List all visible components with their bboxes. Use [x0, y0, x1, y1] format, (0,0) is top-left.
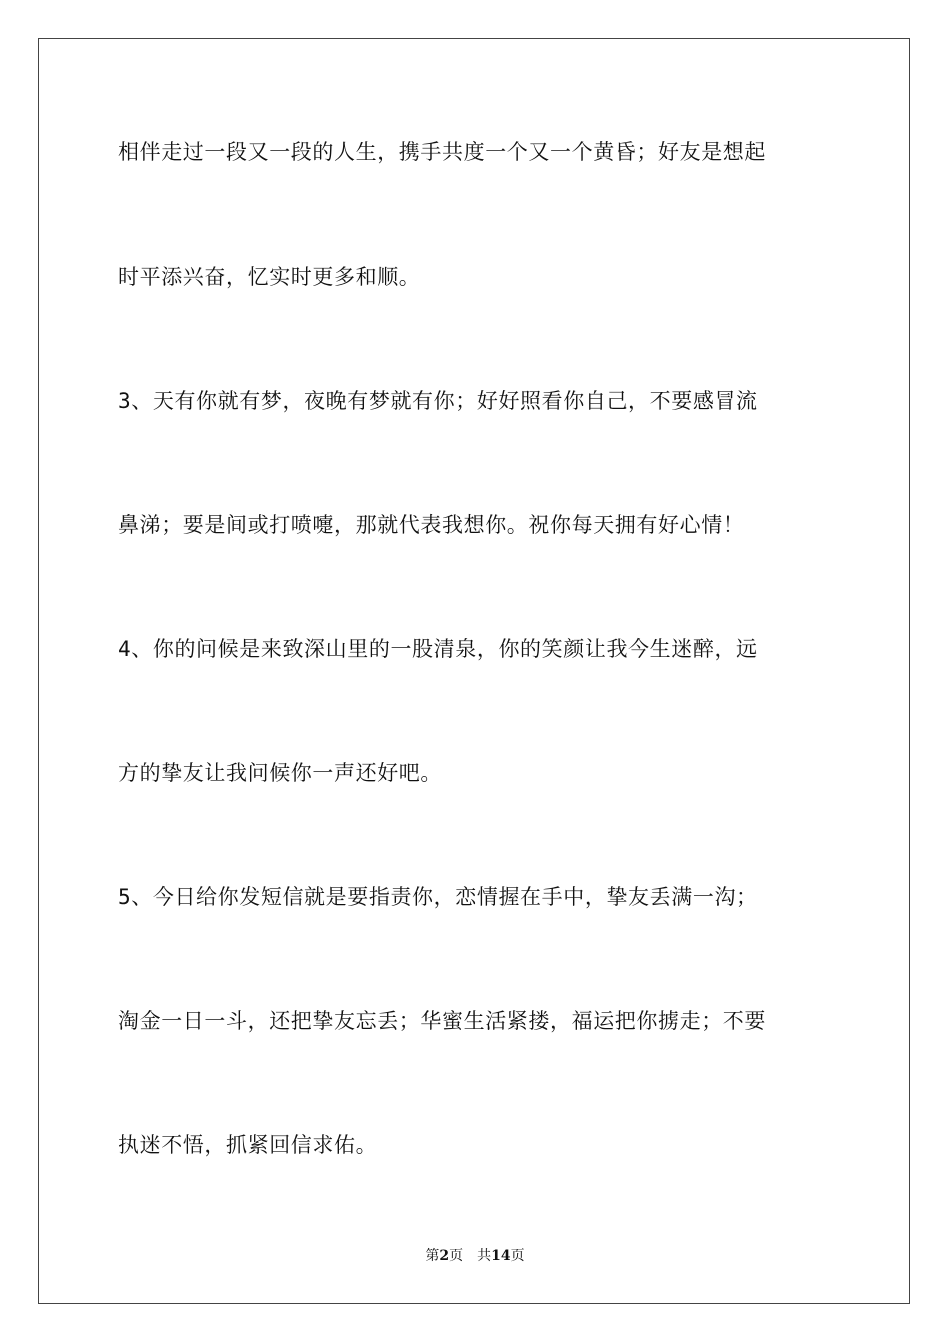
footer-prefix: 第: [425, 1248, 440, 1264]
page-frame: [38, 38, 910, 1304]
body-line-6: 方的挚友让我问候你一声还好吧。: [118, 761, 442, 785]
body-line-4: 鼻涕；要是间或打喷嚏，那就代表我想你。祝你每天拥有好心情！: [118, 513, 745, 537]
body-line-8: 淘金一日一斗，还把挚友忘丢；华蜜生活紧搂，福运把你掳走；不要: [118, 1009, 766, 1033]
body-line-1: 相伴走过一段又一段的人生，携手共度一个又一个黄昏；好友是想起: [118, 140, 766, 164]
body-line-2: 时平添兴奋，忆实时更多和顺。: [118, 265, 421, 289]
footer-page-word: 页: [449, 1248, 464, 1264]
body-line-9: 执迷不悟，抓紧回信求佑。: [118, 1133, 378, 1157]
body-line-3: 3、天有你就有梦，夜晚有梦就有你；好好照看你自己，不要感冒流: [118, 389, 758, 413]
body-line-7: 5、今日给你发短信就是要指责你，恋情握在手中，挚友丢满一沟；: [118, 885, 758, 909]
body-line-5: 4、你的问候是来致深山里的一股清泉，你的笑颜让我今生迷醉，远: [118, 637, 758, 661]
footer-total-pages: 14: [491, 1248, 511, 1264]
footer-current-page: 2: [439, 1248, 450, 1264]
footer-total-prefix: 共: [477, 1248, 492, 1264]
page-footer: [0, 1247, 950, 1265]
footer-total-suffix: 页: [510, 1248, 525, 1264]
